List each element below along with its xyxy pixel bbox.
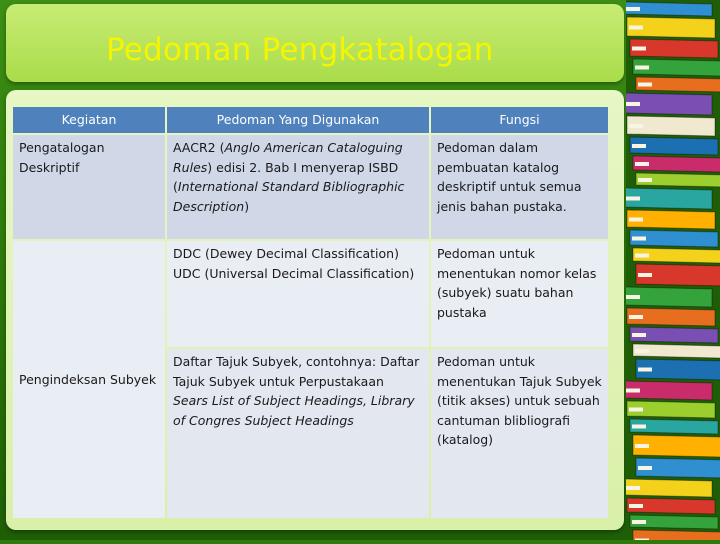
pedoman-text: AACR2 ( [173,140,225,155]
pedoman-text: ) [244,198,250,214]
book-spine [626,2,712,16]
book-spine [630,230,718,247]
book-spine [626,93,712,115]
book-spine [633,435,720,457]
book-spine [636,77,720,92]
fungsi-text: Pedoman dalam pembuatan katalog deskriptif untuk semua jenis bahan pustaka. [437,140,582,214]
pedoman-text: ) edisi 2. Bab I menyerap ISBD ( [173,159,399,194]
book-spine [630,39,718,58]
book-spine [633,344,720,358]
book-spine [626,381,712,400]
pedoman-text-italic: Anglo American Cataloguing Rules [173,140,403,175]
book-spine [633,530,720,540]
book-spine [633,59,720,76]
book-spine [636,264,720,286]
table-cell-pedoman-3 [167,349,429,518]
fungsi-text: Pedoman untuk menentukan nomor kelas (subyek) suatu bahan pustaka [437,246,597,320]
book-spine [630,327,718,343]
kegiatan-text: Pengatalogan Deskriptif [19,140,105,175]
pedoman-text-italic: International Standard Bibliographic Description [173,179,405,214]
kegiatan-text: Pengindeksan Subyek [19,371,157,387]
book-spine [636,458,720,478]
title-panel [6,4,624,82]
book-spine [626,188,712,209]
table-cell-pedoman-2 [167,241,429,347]
header-fungsi: Fungsi [431,107,608,133]
table-cell-pedoman-1 [167,135,429,239]
guideline-table [13,107,608,518]
table-cell-kegiatan-1 [13,135,165,239]
book-spine [627,498,715,514]
book-spine [627,116,715,136]
book-spine [626,479,712,497]
pedoman-text-italic: Sears List of Subject Headings, Library of Congres Subject Headings [173,393,415,428]
book-spine [630,137,718,155]
book-spine [627,308,715,326]
book-spine [633,248,720,263]
header-pedoman: Pedoman Yang Digunakan [167,107,429,133]
book-spine [627,17,715,38]
table-cell-fungsi-1 [431,135,608,239]
table-cell-fungsi-3 [431,349,608,518]
book-spine [630,419,718,434]
fungsi-text: Pedoman untuk menentukan Tajuk Subyek (titik akses) untuk sebuah cantuman blibliografi (katalog) [437,354,602,447]
book-spine [630,515,718,529]
book-spine [636,173,720,187]
book-spine [627,401,715,418]
book-spine [636,359,720,380]
book-stack-icon [626,0,720,540]
book-spine [633,156,720,172]
slide-title: Pedoman Pengkatalogan [106,32,494,68]
pedoman-line: UDC (Universal Decimal Classification) [173,265,415,281]
header-kegiatan: Kegiatan [13,107,165,133]
book-spine [626,287,712,307]
book-spine [627,210,715,229]
pedoman-text: Daftar Tajuk Subyek, contohnya: Daftar Tajuk Subyek untuk Perpustakaan [173,354,420,389]
table-cell-kegiatan-2 [13,241,165,518]
table-cell-fungsi-2 [431,241,608,347]
pedoman-line: DDC (Dewey Decimal Classification) [173,246,399,261]
